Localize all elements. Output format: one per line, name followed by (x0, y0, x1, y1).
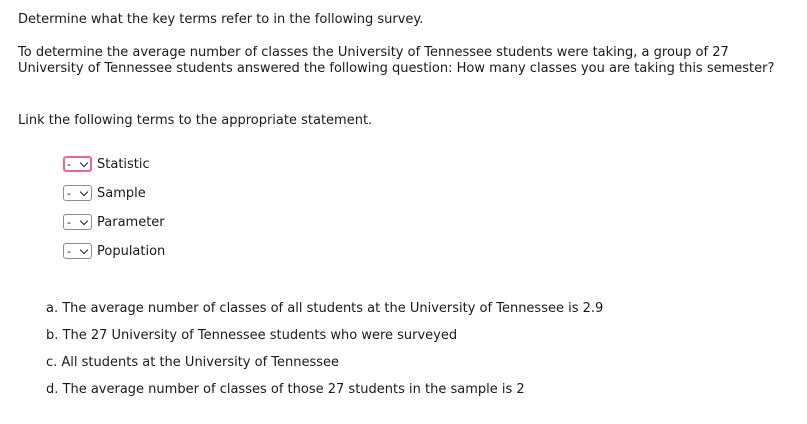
match-row-sample (63, 183, 146, 203)
statistic-select-value: - (67, 157, 71, 171)
match-row-parameter (63, 212, 165, 232)
sample-select-value: - (67, 186, 71, 200)
statement-b: b. The 27 University of Tennessee students who were surveyed (46, 328, 458, 343)
chevron-down-icon (80, 158, 88, 166)
question-instruction: Link the following terms to the appropriate statement. (18, 113, 373, 128)
match-row-population (63, 241, 165, 261)
statement-d: d. The average number of classes of those 27 students in the sample is 2 (46, 382, 525, 397)
term-label-population: Population (97, 243, 166, 259)
chevron-down-icon (80, 245, 88, 253)
parameter-select-value: - (67, 215, 71, 229)
chevron-down-icon (80, 187, 88, 195)
population-select[interactable] (63, 243, 92, 259)
match-row-statistic (63, 154, 150, 174)
sample-select[interactable] (63, 185, 92, 201)
question-scenario: To determine the average number of classes the University of Tennessee students were taking, a group of 27 University of Tennessee students answered the following question: How many classes you are taking this semester? (18, 45, 775, 76)
term-label-sample: Sample (97, 185, 146, 201)
statement-c: c. All students at the University of Tennessee (46, 355, 340, 370)
parameter-select[interactable] (63, 214, 92, 230)
statistic-select[interactable] (63, 156, 92, 172)
population-select-value: - (67, 244, 71, 258)
term-label-statistic: Statistic (97, 156, 150, 172)
term-label-parameter: Parameter (97, 214, 165, 230)
statement-a: a. The average number of classes of all students at the University of Tennessee is 2.9 (46, 301, 604, 316)
question-intro: Determine what the key terms refer to in the following survey. (18, 12, 424, 27)
chevron-down-icon (80, 216, 88, 224)
